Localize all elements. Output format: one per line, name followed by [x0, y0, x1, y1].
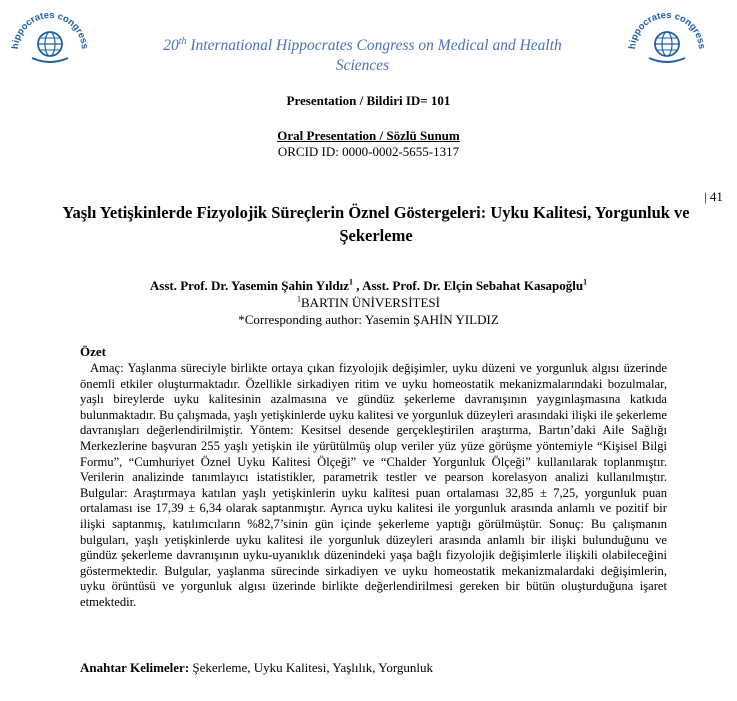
abstract-heading: Özet [80, 344, 106, 359]
author-1-affiliation-mark: 1 [349, 277, 354, 287]
author-2: Asst. Prof. Dr. Elçin Sebahat Kasapoğlu [362, 278, 584, 293]
abstract-body: Amaç: Yaşlanma süreciyle birlikte ortaya çıkan fizyolojik değişimler, uyku düzeni ve yorgunluk algısı üzerinde önemli etkiler oluşturmaktadır. Özellikle sirkadiyen ritim ve uyku homeostatik mekanizmalarındaki bozulmalar, yaşlı bireylerde uyku kalitesinin azalmasına ve gündüz şekerleme davranışının yaygınlaşmasına katkıda bulunmaktadır. Bu çalışmada, yaşlı yetişkinlerde uyku kalitesi ve yorgunluk düzeyleri arasındaki ilişki ile şekerleme davranışları değerlendirilmiştir. Yöntem: Kesitsel desende gerçekleştirilen araştırma, Bartın’daki Aile Sağlığı Merkezlerine başvuran 255 yaşlı yetişkin ile yürütülmüş olup veriler yüz yüze görüşme yöntemiyle “Kişisel Bilgi Formu”, “Cumhuriyet Öznel Uyku Kalitesi Ölçeği” ve “Chalder Yorgunluk Ölçeği” kullanılarak toplanmıştır. Verilerin analizinde tanımlayıcı istatistikler, parametrik testler ve pearson korelasyon analizi kullanılmıştır. Bulgular: Araştırmaya katılan yaşlı yetişkinlerin uyku kalitesi puan ortalaması 32,85 ± 7,25, yorgunluk puan ortalaması ise 17,39 ± 6,34 olarak saptanmıştır. Ayrıca uyku kalitesi ile yorgunluk arasında anlamlı ve pozitif bir ilişki saptanmış, katılımcıların %82,7’sinin gün içinde şekerleme yaptığı görülmüştür. Sonuç: Bu çalışmanın bulguları, yaşlı yetişkinlerde uyku kalitesi ile yorgunluk düzeyleri arasında anlamlı bir ilişki bulunduğunu ve gündüz şekerleme davranışının uyku-uyanıklık düzenindeki yaşa bağlı fizyolojik değişimlerle ilişkili olabileceğini göstermektedir. Bulgular, yaşlanma sürecinde sirkadiyen ve uyku homeostatik mekanizmalardaki değişimlerin, uyku örüntüsü ve yorgunluk algısı üzerinde birlikte değerlendirilmesi gereken bir bütün oluşturduğuna işaret etmektedir. [80, 361, 667, 609]
globe-logo-icon [625, 8, 709, 68]
corresponding-author: *Corresponding author: Yasemin ŞAHİN YILDIZ [238, 312, 499, 327]
author-1: Asst. Prof. Dr. Yasemin Şahin Yıldız [149, 278, 350, 293]
globe-logo-icon [8, 8, 92, 68]
affiliation [0, 295, 737, 311]
oral-presentation-label: Oral Presentation / Sözlü Sunum [277, 128, 460, 143]
logo-text: hippocrates congress [9, 9, 91, 50]
conference-ordinal-suffix: th [178, 35, 187, 47]
congress-logo-left [8, 8, 92, 68]
orcid-id: ORCID ID: 0000-0002-5655-1317 [277, 144, 460, 159]
author-2-affiliation-mark: 1 [583, 277, 588, 287]
presentation-id: Presentation / Bildiri ID= 101 [286, 93, 451, 108]
affiliation-mark: 1 [297, 294, 302, 304]
paper-title: Yaşlı Yetişkinlerde Fizyolojik Süreçlerin Öznel Göstergeleri: Uyku Kalitesi, Yorgunluk ve Şekerleme [62, 203, 690, 245]
author-list [0, 278, 737, 294]
logo-text: hippocrates congress [626, 9, 708, 50]
conference-ordinal: 20 [163, 37, 179, 54]
keywords-value: Şekerleme, Uyku Kalitesi, Yaşlılık, Yorgunluk [189, 660, 434, 675]
conference-name: International Hippocrates Congress on Medical and Health Sciences [186, 37, 562, 74]
affiliation-name: BARTIN ÜNİVERSİTESİ [301, 295, 440, 310]
keywords [80, 660, 667, 676]
author-separator: , [353, 278, 363, 293]
page-number: | 41 [704, 189, 723, 204]
conference-title [140, 36, 585, 76]
keywords-label: Anahtar Kelimeler: [80, 660, 190, 675]
congress-logo-right [625, 8, 709, 68]
